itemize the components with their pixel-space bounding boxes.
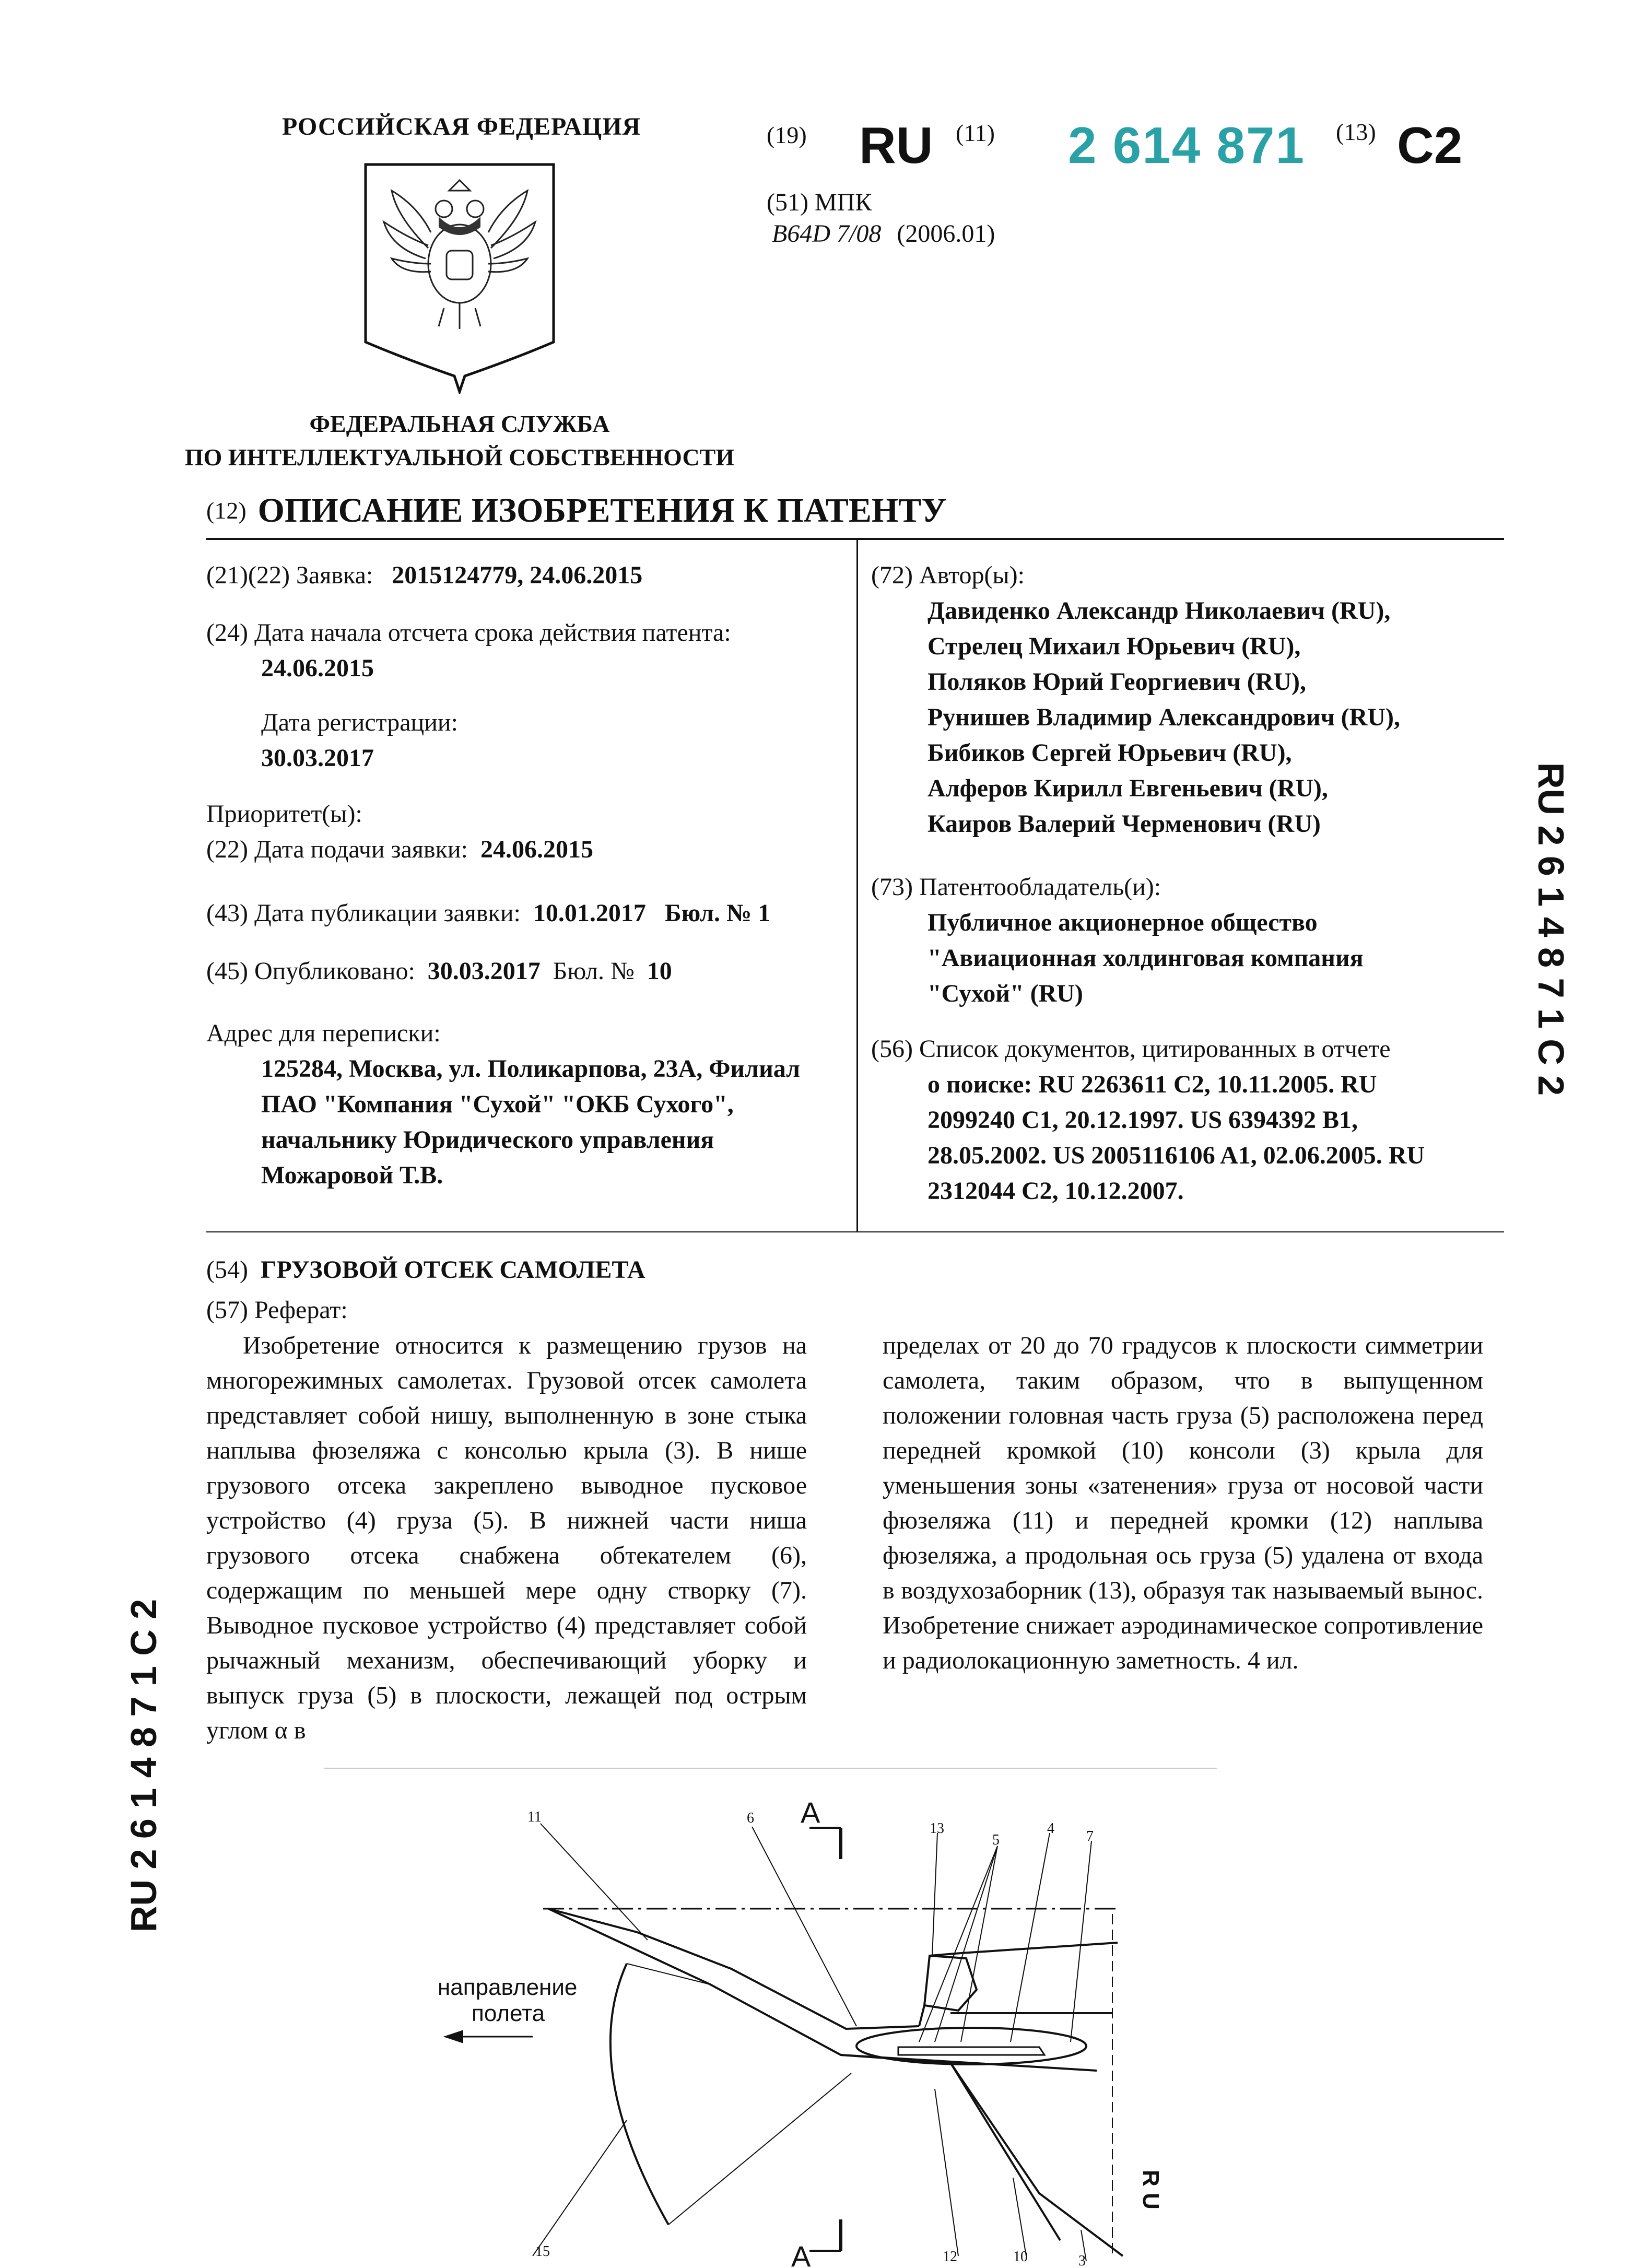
section-label-bottom: А (791, 2240, 811, 2268)
registration-value: 30.03.2017 (261, 744, 374, 772)
published-label: (45) Опубликовано: (206, 957, 415, 985)
author-name: Давиденко Александр Николаевич (RU), (927, 597, 1391, 625)
ref-number: 11 (527, 1809, 542, 1825)
abstract-label: (57) Реферат: (206, 1296, 348, 1324)
ref-number: 6 (747, 1810, 754, 1826)
ipc-version: (2006.01) (897, 220, 995, 248)
ref-number: 4 (1047, 1820, 1054, 1837)
filing-date (206, 832, 843, 867)
application-value: 2015124779, 24.06.2015 (392, 561, 643, 589)
address-line: начальнику Юридического управления (261, 1126, 714, 1154)
author-name: Рунишев Владимир Александрович (RU), (927, 703, 1400, 731)
address-line: 125284, Москва, ул. Поликарпова, 23А, Филиал (261, 1055, 801, 1083)
author-name: Каиров Валерий Черменович (RU) (927, 810, 1321, 838)
coat-of-arms-emblem (360, 159, 559, 394)
column-divider (856, 538, 858, 1232)
ref-number: 7 (1086, 1828, 1094, 1844)
section-label-top: А (801, 1796, 820, 1829)
direction-label-line-1: направление (438, 1975, 578, 2000)
priority-label: Приоритет(ы): (206, 800, 362, 828)
ref-number: 15 (535, 2243, 550, 2260)
ref-number: 13 (930, 1820, 944, 1837)
document-title-text: ОПИСАНИЕ ИЗОБРЕТЕНИЯ К ПАТЕНТУ (257, 491, 947, 530)
cited-line: 2312044 C2, 10.12.2007. (927, 1177, 1184, 1205)
publication-entry (206, 896, 843, 931)
inid-code-54: (54) (206, 1256, 248, 1284)
country-code: RU (859, 116, 933, 174)
inid-code-19: (19) (767, 122, 807, 148)
cited-documents-entry (871, 1031, 1503, 1209)
author-name: Поляков Юрий Георгиевич (RU), (927, 668, 1306, 696)
ref-number: 5 (992, 1832, 1000, 1848)
agency-name (172, 407, 747, 474)
address-line: ПАО "Компания "Сухой" "ОКБ Сухого", (261, 1090, 734, 1118)
published-entry (206, 954, 843, 989)
cited-line: 2099240 C1, 20.12.1997. US 6394392 B1, (927, 1106, 1358, 1134)
author-name: Бибиков Сергей Юрьевич (RU), (927, 739, 1292, 767)
registration-entry (206, 705, 843, 776)
term-label: (24) Дата начала отсчета срока действия патента: (206, 619, 731, 647)
inid-code-11: (11) (956, 120, 995, 146)
registration-label: Дата регистрации: (261, 709, 458, 736)
holder-line: Публичное акционерное общество (927, 909, 1318, 936)
ref-number: 3 (1078, 2253, 1086, 2268)
priority-entry (206, 796, 843, 867)
ref-number: 12 (943, 2249, 957, 2265)
inid-code-13: (13) (1336, 119, 1376, 145)
patent-number: 2 614 871 (1068, 116, 1305, 174)
address-label: Адрес для переписки: (206, 1019, 441, 1047)
kind-code: C2 (1397, 116, 1463, 174)
side-identifier-bottom: R U (1138, 2170, 1164, 2210)
application-entry (206, 558, 843, 593)
published-value: 30.03.2017 (427, 957, 541, 985)
holder-line: "Авиационная холдинговая компания (927, 944, 1364, 972)
authors-entry (871, 558, 1503, 842)
address-line: Можаровой Т.В. (261, 1161, 443, 1189)
ipc-classification (772, 219, 995, 248)
authors-label: (72) Автор(ы): (871, 561, 1025, 589)
address-entry (206, 1016, 843, 1193)
filing-label: (22) Дата подачи заявки: (206, 836, 468, 863)
term-value: 24.06.2015 (261, 654, 374, 682)
ipc-class: B64D 7/08 (772, 220, 882, 248)
side-identifier-right: RU 2 6 1 4 8 7 1 C 2 (1531, 762, 1571, 1096)
country-name: РОССИЙСКАЯ ФЕДЕРАЦИЯ (282, 113, 641, 140)
cited-line: 28.05.2002. US 2005116106 A1, 02.06.2005. RU (927, 1142, 1425, 1169)
author-name: Алферов Кирилл Евгеньевич (RU), (927, 774, 1328, 802)
mpk-label: (51) МПК (767, 189, 872, 216)
publication-label: (43) Дата публикации заявки: (206, 899, 521, 927)
patent-holder-entry (871, 869, 1503, 1012)
document-title (206, 491, 947, 531)
holder-line: "Сухой" (RU) (927, 980, 1083, 1007)
figure-drawing (397, 1796, 1243, 2268)
publication-bulletin: Бюл. № 1 (664, 899, 771, 927)
cited-label: (56) Список документов, цитированных в отчете (871, 1035, 1391, 1063)
inid-code-12: (12) (206, 497, 246, 524)
term-start-entry (206, 615, 843, 686)
agency-line-1: ФЕДЕРАЛЬНАЯ СЛУЖБА (309, 410, 610, 437)
published-bulletin-label: Бюл. № (553, 957, 635, 985)
agency-line-2: ПО ИНТЕЛЛЕКТУАЛЬНОЙ СОБСТВЕННОСТИ (184, 444, 735, 471)
invention-title (206, 1252, 1501, 1288)
figure-separator (324, 1768, 1217, 1769)
abstract-column-1: Изобретение относится к размещению грузов на многорежимных самолетах. Грузовой отсек самолета представляет собой нишу, выполненную в зоне стыка наплыва фюзеляжа с консолью крыла (3). В нише грузового отсека закреплено выводное пусковое устройство (4) груза (5). В нижней части ниша грузового отсека снабжена обтекателем (6), содержащим по меньшей мере одну створку (7). Выводное пусковое устройство (4) представляет собой рычажный механизм, обеспечивающий уборку и выпуск груза (5) в плоскости, лежащей под острым углом α в (206, 1332, 807, 1744)
title-divider (206, 538, 1504, 540)
publication-value: 10.01.2017 (533, 899, 646, 927)
abstract-column-2: пределах от 20 до 70 градусов к плоскости симметрии самолета, таким образом, что в выпущенном положении головная часть груза (5) расположена перед передней кромкой (10) консоли (3) крыла для уменьшения зоны «затенения» груза от носовой части фюзеляжа (11) и передней кромки (12) наплыва фюзеляжа, а продольная ось груза (5) удалена от входа в воздухозаборник (13), образуя так называемый вынос. Изобретение снижает аэродинамическое сопротивление и радиолокационную заметность. 4 ил. (883, 1332, 1483, 1674)
application-label: (21)(22) Заявка: (206, 561, 373, 589)
ref-number: 10 (1013, 2249, 1028, 2265)
direction-label-line-2: полета (472, 2001, 545, 2026)
holder-label: (73) Патентообладатель(и): (871, 873, 1161, 901)
published-bulletin-value: 10 (647, 957, 672, 985)
cited-line: о поиске: RU 2263611 C2, 10.11.2005. RU (927, 1071, 1377, 1098)
side-identifier-left: RU 2 6 1 4 8 7 1 C 2 (123, 1599, 164, 1932)
biblio-bottom-divider (206, 1231, 1504, 1232)
invention-title-text: ГРУЗОВОЙ ОТСЕК САМОЛЕТА (260, 1256, 645, 1284)
filing-value: 24.06.2015 (480, 836, 593, 863)
author-name: Стрелец Михаил Юрьевич (RU), (927, 632, 1301, 660)
